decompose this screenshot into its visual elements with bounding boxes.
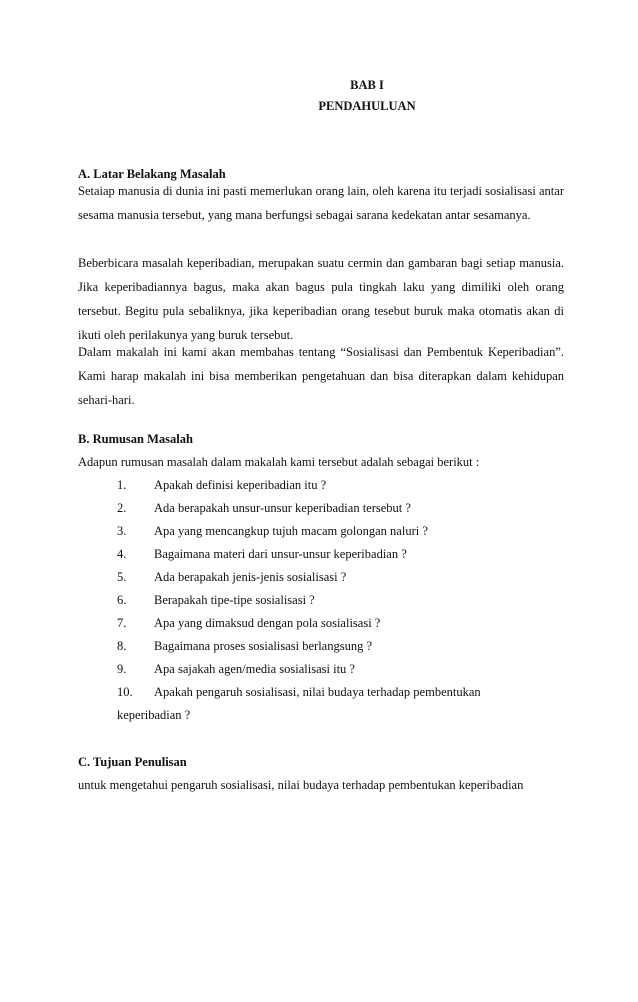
list-item: Apa yang dimaksud dengan pola sosialisasi ?	[154, 616, 381, 630]
list-item: Ada berapakah jenis-jenis sosialisasi ?	[154, 570, 347, 584]
list-item-number: 1.	[117, 478, 127, 492]
list-item: Apakah definisi keperibadian itu ?	[154, 478, 327, 492]
list-item: Bagaimana materi dari unsur-unsur keperibadian ?	[154, 547, 407, 561]
list-item-continuation: keperibadian ?	[117, 708, 191, 722]
section-b-intro: Adapun rumusan masalah dalam makalah kami tersebut adalah sebagai berikut :	[78, 455, 480, 469]
page-title: PENDAHULUAN	[318, 99, 416, 113]
section-c-text: untuk mengetahui pengaruh sosialisasi, nilai budaya terhadap pembentukan keperibadian	[78, 778, 524, 792]
list-item-number: 9.	[117, 662, 127, 676]
list-item-number: 10.	[117, 685, 133, 699]
list-item-number: 6.	[117, 593, 127, 607]
section-a-paragraph-3: Dalam makalah ini kami akan membahas tentang “Sosialisasi dan Pembentuk Keperibadian”. Kami harap makalah ini bisa memberikan pengetahuan dan bisa diterapkan dalam kehidupan sehari-hari.	[78, 345, 564, 407]
section-b-heading: B. Rumusan Masalah	[78, 432, 193, 446]
section-a-paragraph-2: Beberbicara masalah keperibadian, merupakan suatu cermin dan gambaran bagi setiap manusia. Jika keperibadiannya bagus, maka akan bagus pula tingkah laku yang dimiliki oleh orang tersebut. Begitu pula sebaliknya, jika keperibadian orang tesebut buruk maka otomatis akan di ikuti oleh perilakunya yang buruk tersebut.	[78, 256, 564, 342]
section-c-heading: C. Tujuan Penulisan	[78, 755, 187, 769]
list-item-number: 3.	[117, 524, 127, 538]
section-a-paragraph-1: Setaiap manusia di dunia ini pasti memerlukan orang lain, oleh karena itu terjadi sosialisasi antar sesama manusia tersebut, yang mana berfungsi sebagai sarana kedekatan antar sesamanya.	[78, 184, 564, 222]
list-item: Apakah pengaruh sosialisasi, nilai budaya terhadap pembentukan	[154, 685, 481, 699]
list-item-number: 8.	[117, 639, 127, 653]
list-item: Apa yang mencangkup tujuh macam golongan naluri ?	[154, 524, 428, 538]
list-item-number: 7.	[117, 616, 127, 630]
list-item: Apa sajakah agen/media sosialisasi itu ?	[154, 662, 355, 676]
list-item-number: 2.	[117, 501, 127, 515]
chapter-label: BAB I	[350, 78, 384, 92]
section-a-heading: A. Latar Belakang Masalah	[78, 167, 226, 181]
list-item-number: 4.	[117, 547, 127, 561]
list-item: Bagaimana proses sosialisasi berlangsung ?	[154, 639, 373, 653]
list-item: Berapakah tipe-tipe sosialisasi ?	[154, 593, 315, 607]
list-item: Ada berapakah unsur-unsur keperibadian tersebut ?	[154, 501, 411, 515]
list-item-number: 5.	[117, 570, 127, 584]
